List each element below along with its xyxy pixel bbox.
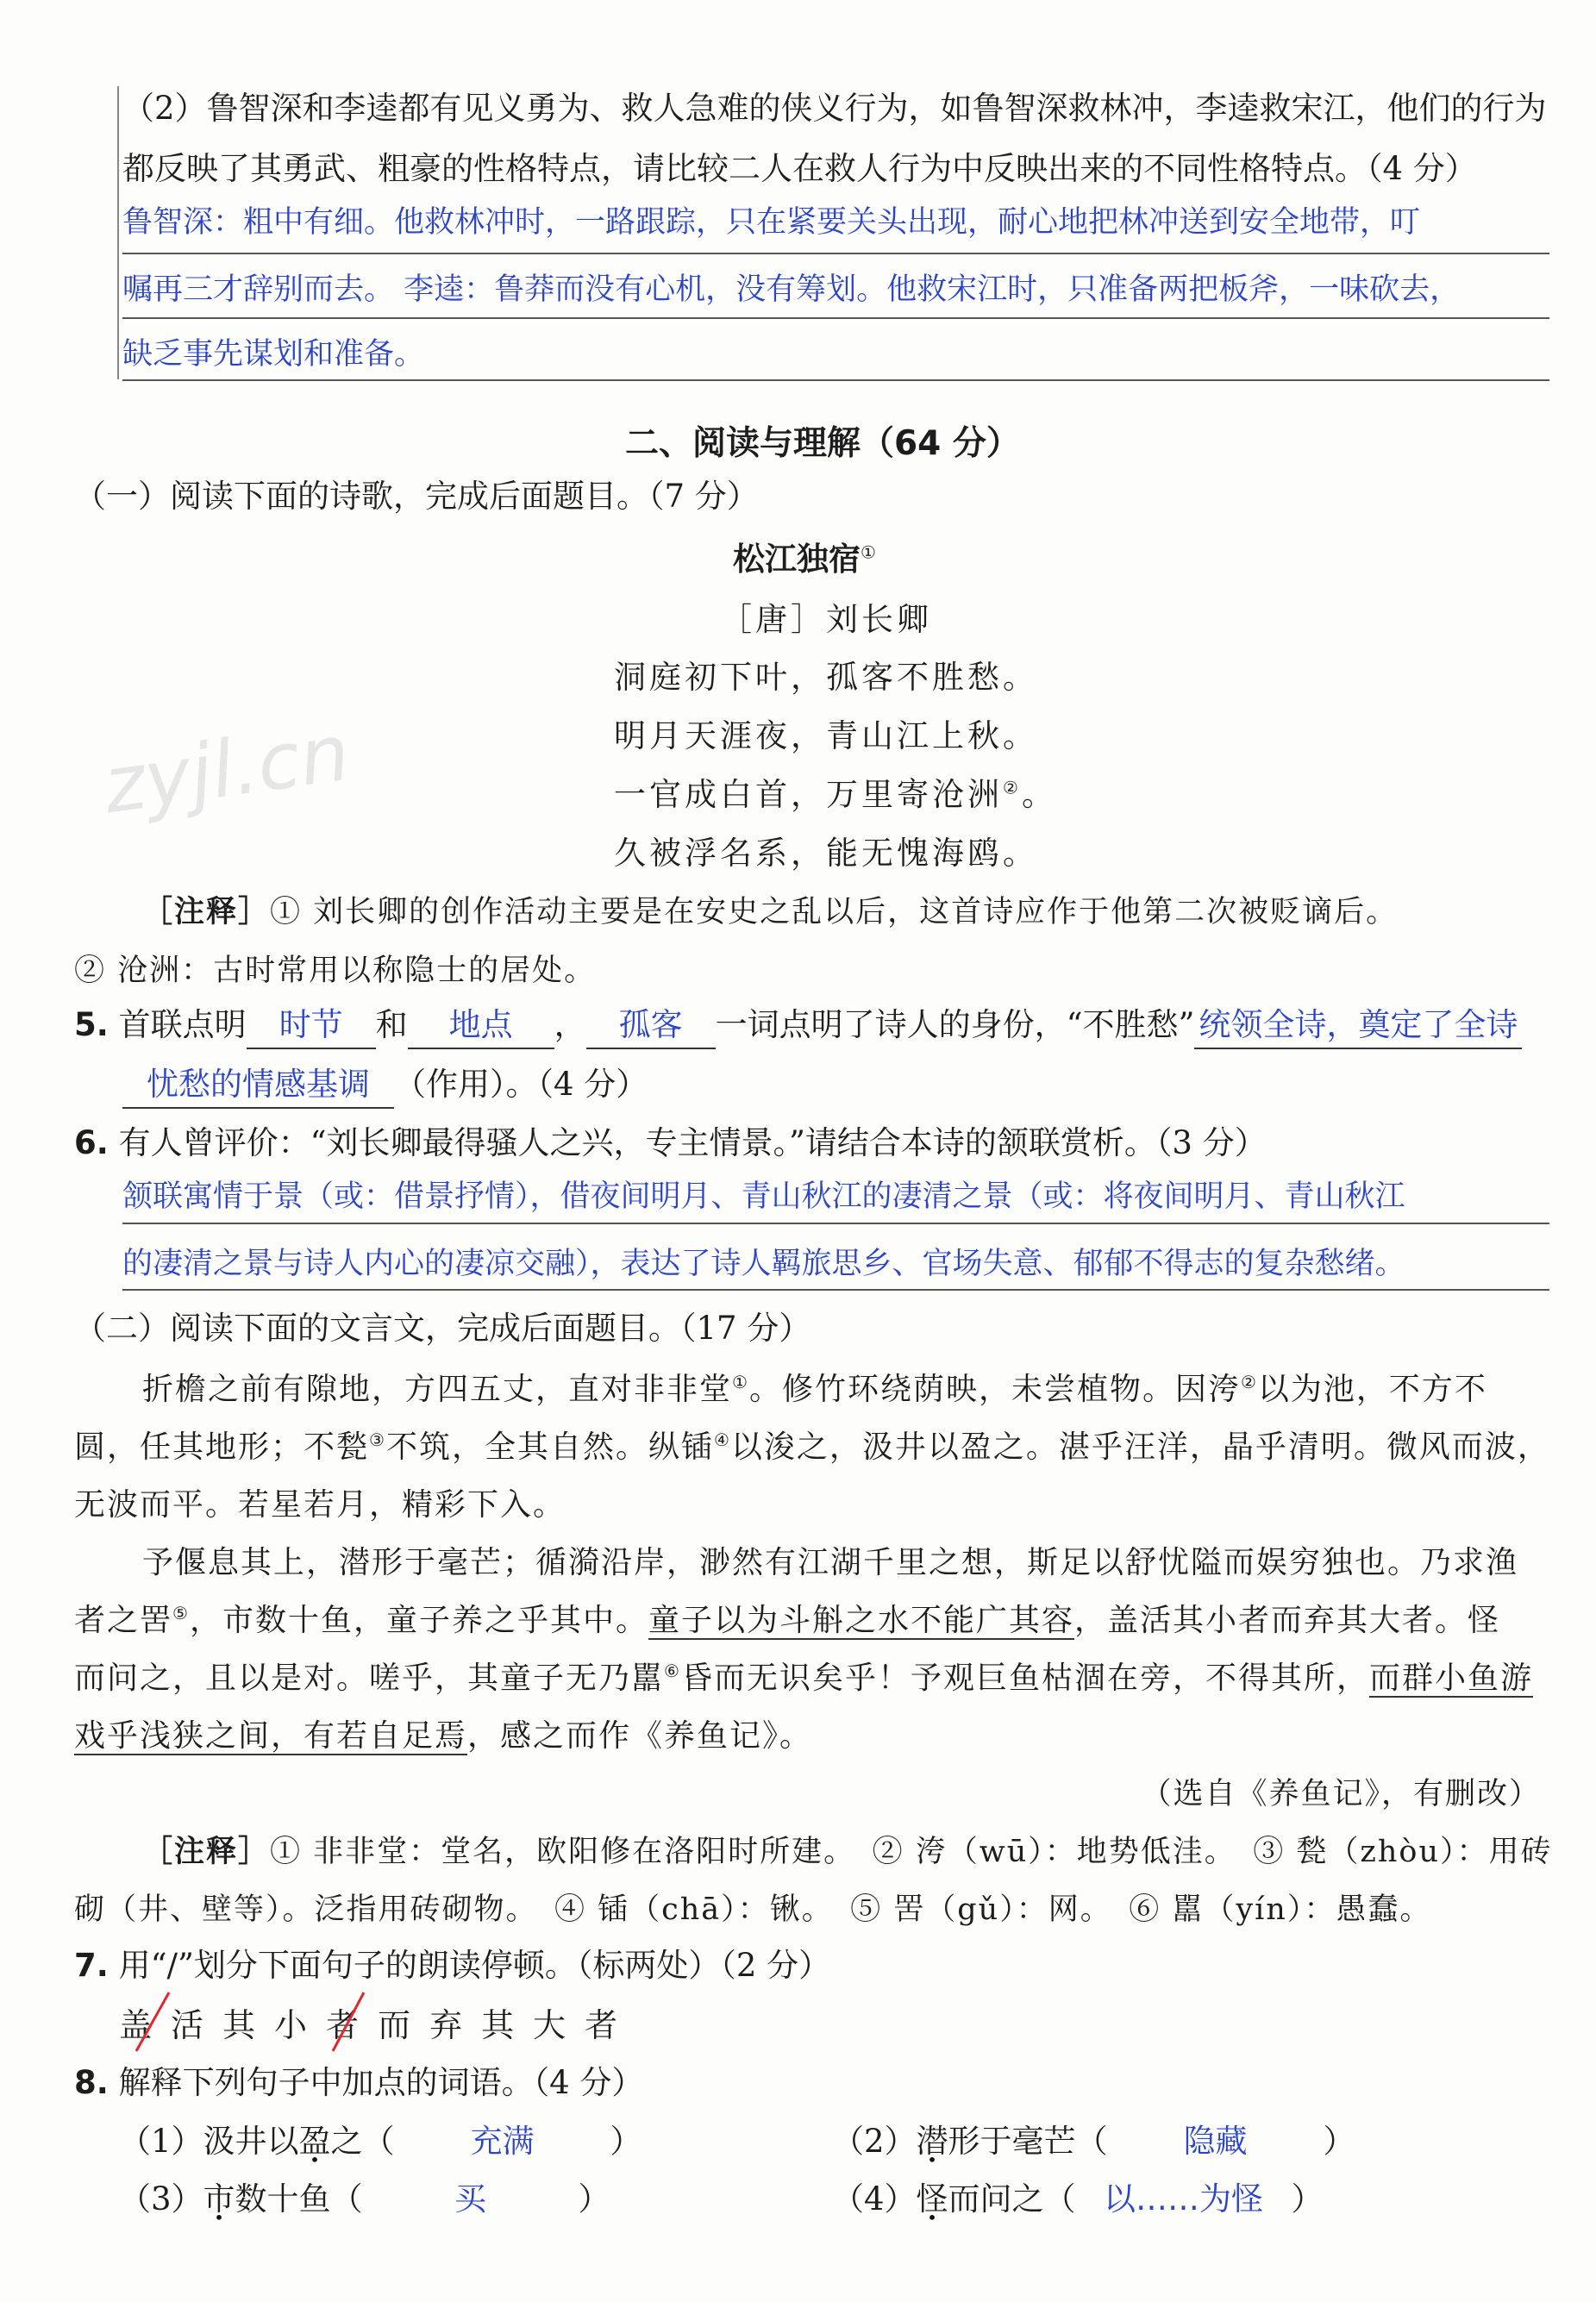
poem-note: ② 沧洲：古时常用以称隐士的居处。 bbox=[74, 954, 597, 988]
answer-text: 鲁智深：粗中有细。他救林冲时，一路跟踪，只在紧要关头出现，耐心地把林冲送到安全地带，叮 bbox=[122, 205, 1421, 240]
q8-item-3: （3）市数十鱼（ 买 ） bbox=[119, 2180, 610, 2218]
answer-text: 嘱再三才辞别而去。 李逵：鲁莽而没有心机，没有筹划。他救宋江时，只准备两把板斧，一味砍去， bbox=[122, 272, 1461, 307]
classical-text: 折檐之前有隙地，方四五丈，直对非非堂①。修竹环绕荫映，未尝植物。因洿②以为池，不方不 bbox=[142, 1372, 1487, 1407]
pause-slash-2 bbox=[333, 1992, 364, 2051]
source-note: （选自《养鱼记》，有删改） bbox=[1141, 1777, 1541, 1811]
text-note: ［注释］① 非非堂：堂名，欧阳修在洛阳时所建。 ② 洿（wū）：地势低洼。 ③ 甃（zhòu）：用砖 bbox=[142, 1835, 1553, 1869]
question-7: 7. 用“/”划分下面句子的朗读停顿。（标两处）（2 分） bbox=[74, 1947, 831, 1984]
watermark: zyjl.cn bbox=[98, 707, 355, 832]
q8-item-4: （4）怪而问之（ 以……为怪 ） bbox=[832, 2180, 1324, 2218]
classical-text: 予偃息其上，潜形于毫芒；循漪沿岸，渺然有江湖千里之想，斯足以舒忧隘而娱穷独也。乃求渔 bbox=[142, 1545, 1519, 1580]
answer-line bbox=[122, 317, 1549, 319]
pause-marks bbox=[121, 1987, 379, 2056]
pause-slash-1 bbox=[136, 1992, 169, 2051]
poem-note: ［注释］① 刘长卿的创作活动主要是在安史之乱以后，这首诗应作于他第二次被贬谪后。 bbox=[142, 895, 1399, 929]
part-intro: （二）阅读下面的文言文，完成后面题目。（17 分） bbox=[74, 1310, 811, 1347]
classical-text: 圆，任其地形；不甃③不筑，全其自然。纵锸④以浚之，汲井以盈之。湛乎汪洋，晶乎清明。微风而波， bbox=[74, 1429, 1550, 1465]
classical-text: 者之罟⑤，市数十鱼，童子养之乎其中。童子以为斗斛之水不能广其容，盖活其小者而弃其大者。怪 bbox=[74, 1603, 1500, 1638]
classical-text: 戏乎浅狭之间，有若自足焉，感之而作《养鱼记》。 bbox=[74, 1718, 813, 1754]
poem-line: 久被浮名系，能无愧海鸥。 bbox=[614, 835, 1038, 872]
answer-line bbox=[122, 1289, 1549, 1291]
poem-line: 一官成白首，万里寄沧洲②。 bbox=[614, 776, 1057, 813]
poem-author: ［唐］刘长卿 bbox=[720, 601, 932, 638]
question-6: 6. 有人曾评价：“刘长卿最得骚人之兴，专主情景。”请结合本诗的颔联赏析。（3 分） bbox=[74, 1124, 1267, 1161]
question-5-cont: 忧愁的情感基调 （作用）。（4 分） bbox=[122, 1062, 648, 1109]
answer-text: 的凄清之景与诗人内心的凄凉交融），表达了诗人羁旅思乡、官场失意、郁郁不得志的复杂愁绪。 bbox=[122, 1247, 1405, 1281]
margin-rule bbox=[117, 86, 119, 379]
answer-text: 颔联寓情于景（或：借景抒情），借夜间明月、青山秋江的凄清之景（或：将夜间明月、青山秋江 bbox=[122, 1179, 1405, 1214]
text-note: 砌（井、壁等）。泛指用砖砌物。 ④ 锸（chā）：锹。 ⑤ 罟（gǔ）：网。 ⑥ 嚚（yín）：愚蠢。 bbox=[74, 1892, 1432, 1927]
q8-item-2: （2）潜形于毫芒（ 隐藏 ） bbox=[832, 2123, 1355, 2160]
question-5: 5. 首联点明 时节 和 地点 ， 孤客 一词点明了诗人的身份，“不胜愁” 统领全诗，奠定了全诗 bbox=[74, 1003, 1522, 1049]
pause-sentence: 盖活其小者而弃其大者 bbox=[119, 2006, 637, 2044]
poem-title: 松江独宿① bbox=[733, 541, 876, 578]
classical-text: 而问之，且以是对。嗟乎，其童子无乃嚚⑥昏而无识矣乎！予观巨鱼枯涸在旁，不得其所，而群小鱼游 bbox=[74, 1661, 1533, 1696]
answer-line bbox=[122, 253, 1549, 254]
question-8: 8. 解释下列句子中加点的词语。（4 分） bbox=[74, 2064, 644, 2101]
part-intro: （一）阅读下面的诗歌，完成后面题目。（7 分） bbox=[74, 478, 759, 515]
answer-text: 缺乏事先谋划和准备。 bbox=[122, 337, 425, 372]
poem-line: 明月天涯夜，青山江上秋。 bbox=[614, 717, 1038, 754]
answer-line bbox=[122, 1223, 1549, 1224]
classical-text: 无波而平。若星若月，精彩下入。 bbox=[74, 1487, 566, 1523]
q8-item-1: （1）汲井以盈之（ 充满 ） bbox=[119, 2123, 642, 2160]
question-text: （2）鲁智深和李逵都有见义勇为、救人急难的侠义行为，如鲁智深救林冲，李逵救宋江，他们的行为 bbox=[122, 90, 1547, 127]
section-heading: 二、阅读与理解（64 分） bbox=[625, 424, 1020, 463]
poem-line: 洞庭初下叶，孤客不胜愁。 bbox=[614, 659, 1038, 696]
question-text: 都反映了其勇武、粗豪的性格特点，请比较二人在救人行为中反映出来的不同性格特点。（4 分） bbox=[122, 150, 1477, 187]
answer-line bbox=[122, 379, 1549, 381]
